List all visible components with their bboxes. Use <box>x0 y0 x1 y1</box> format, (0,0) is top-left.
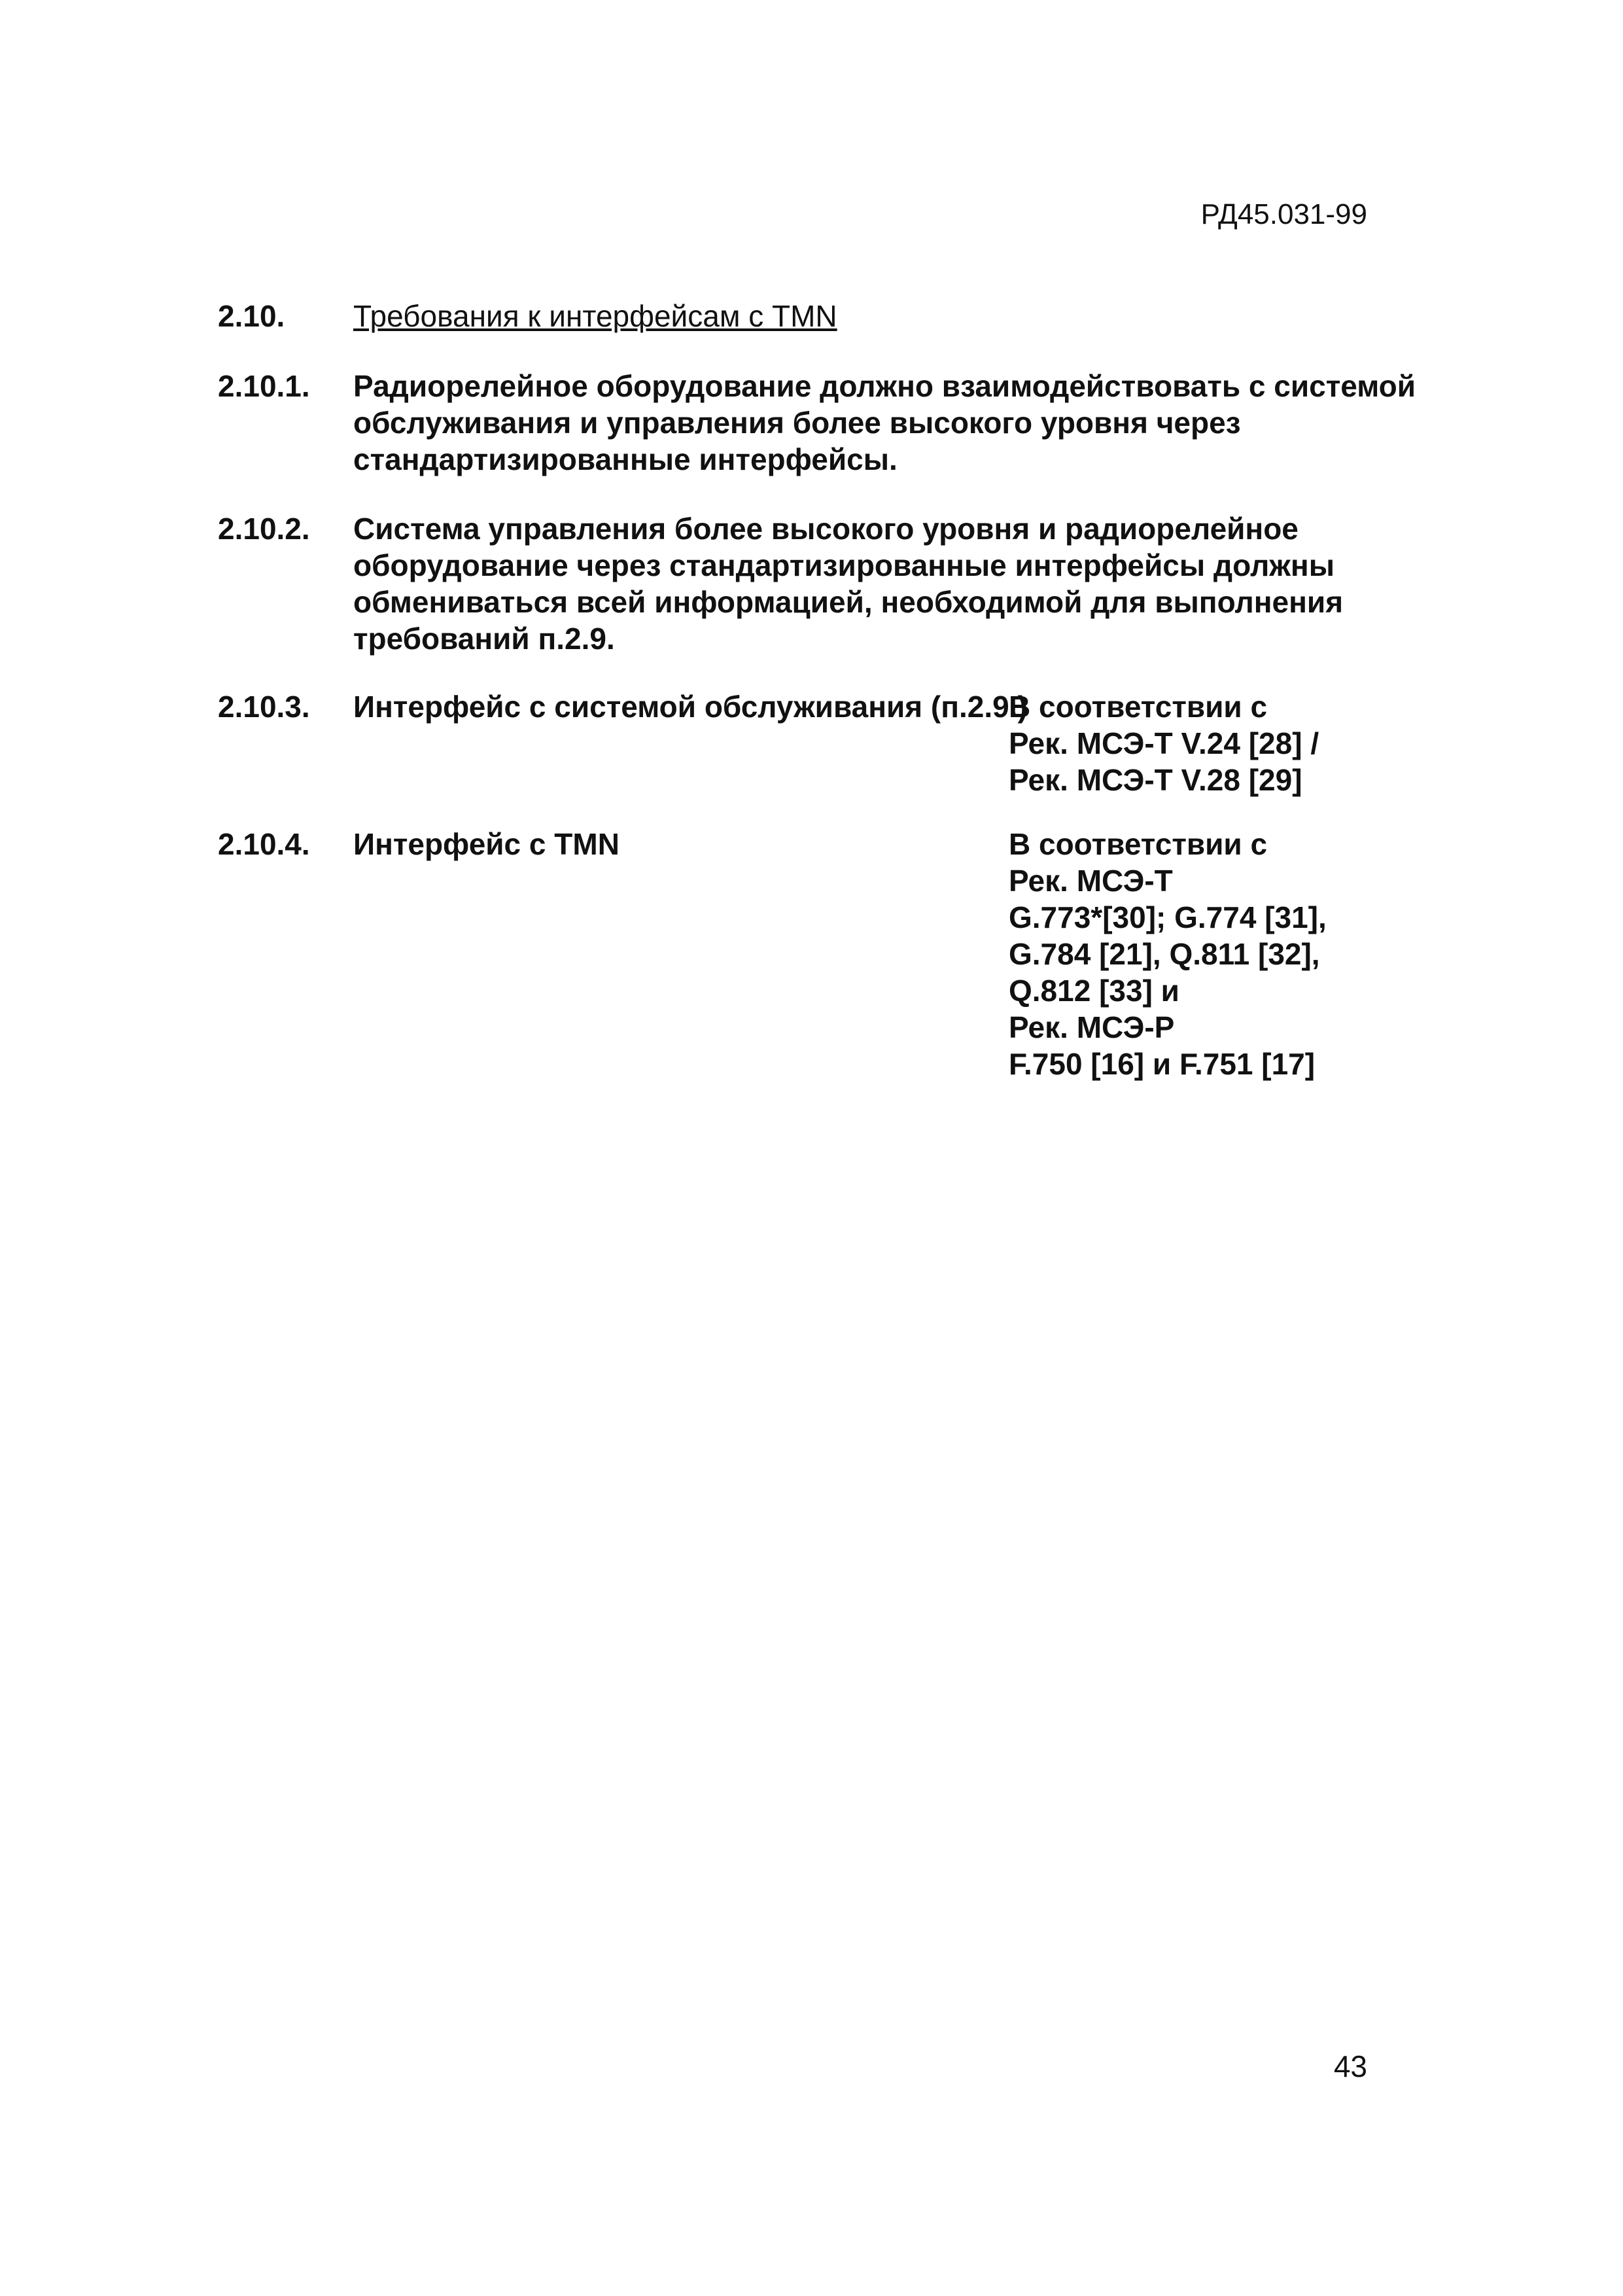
section-title: Требования к интерфейсам с TMN <box>353 299 837 333</box>
reference-line: Рек. МСЭ-Т <box>1009 864 1173 898</box>
document-code: РД45.031-99 <box>1200 198 1367 230</box>
text-line: стандартизированные интерфейсы. <box>353 442 898 476</box>
item-text <box>353 368 1416 478</box>
reference-line: В соответствии с <box>1009 690 1268 724</box>
reference-line: F.750 [16] и F.751 [17] <box>1009 1047 1316 1081</box>
text-line: Интерфейс с системой обслуживания (п.2.9.) <box>353 690 1028 724</box>
reference-line: Q.812 [33] и <box>1009 974 1179 1008</box>
section-number: 2.10. <box>218 299 285 333</box>
text-line: оборудование через стандартизированные интерфейсы должны <box>353 548 1335 582</box>
reference-line: G.773*[30]; G.774 [31], <box>1009 900 1327 934</box>
text-line: обслуживания и управления более высокого уровня через <box>353 406 1241 440</box>
reference-line: Рек. МСЭ-T V.24 [28] / <box>1009 726 1319 760</box>
item-number: 2.10.1. <box>218 369 310 403</box>
text-line: обмениваться всей информацией, необходимой для выполнения <box>353 585 1344 619</box>
item-number: 2.10.2. <box>218 512 310 546</box>
reference-line: G.784 [21], Q.811 [32], <box>1009 937 1320 971</box>
text-line: требований п.2.9. <box>353 622 615 656</box>
item-number: 2.10.3. <box>218 690 310 724</box>
reference-line: Рек. МСЭ-Р <box>1009 1010 1175 1044</box>
page-number: 43 <box>1333 2049 1367 2083</box>
text-line: Интерфейс с TMN <box>353 827 620 861</box>
item-reference <box>1009 688 1375 798</box>
item-reference <box>1009 826 1375 1082</box>
reference-line: Рек. МСЭ-T V.28 [29] <box>1009 763 1302 797</box>
item-number: 2.10.4. <box>218 827 310 861</box>
reference-line: В соответствии с <box>1009 827 1268 861</box>
text-line: Система управления более высокого уровня и радиорелейное <box>353 512 1299 546</box>
item-text <box>353 510 1374 657</box>
text-line: Радиорелейное оборудование должно взаимодействовать с системой <box>353 369 1416 403</box>
